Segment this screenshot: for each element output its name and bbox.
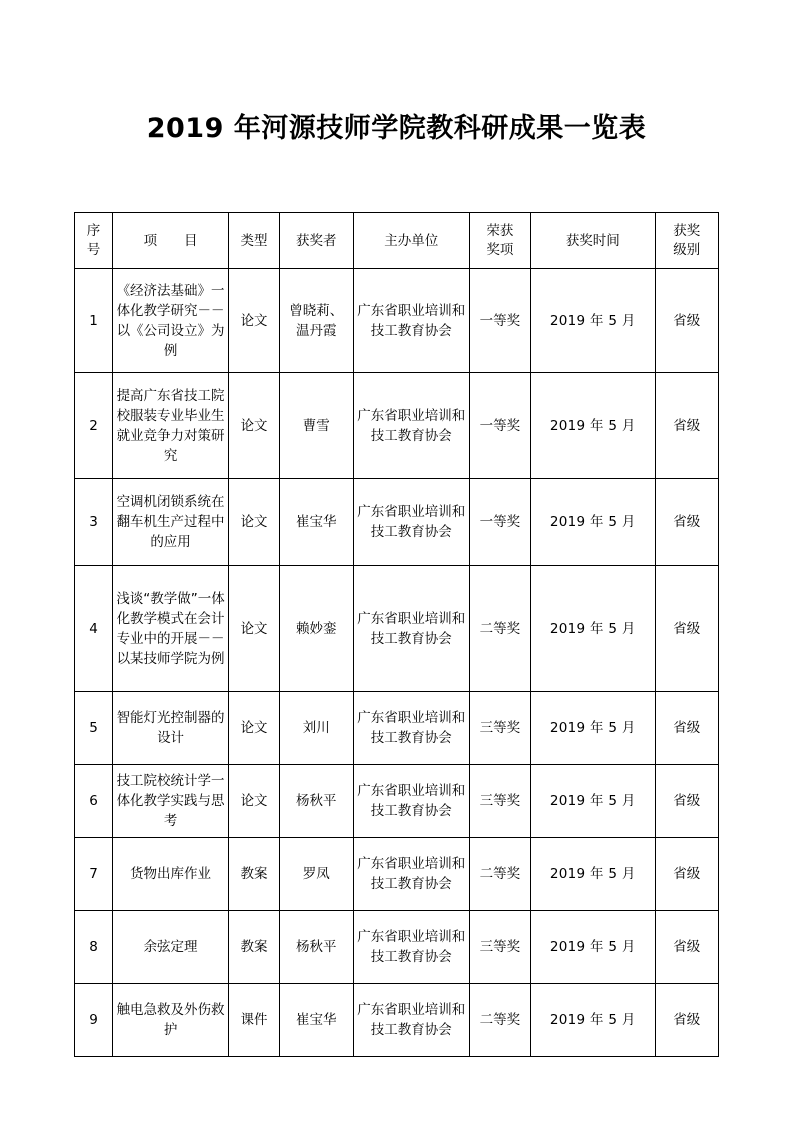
cell-level: 省级	[655, 838, 718, 911]
cell-award: 二等奖	[469, 566, 530, 692]
cell-type: 论文	[229, 692, 280, 765]
column-header-award-line2: 奖项	[486, 241, 514, 258]
cell-award: 三等奖	[469, 765, 530, 838]
cell-award: 二等奖	[469, 838, 530, 911]
cell-project: 提高广东省技工院校服装专业毕业生就业竞争力对策研究	[113, 373, 229, 479]
cell-level: 省级	[655, 373, 718, 479]
cell-organizer: 广东省职业培训和技工教育协会	[353, 692, 469, 765]
column-header-project: 项 目	[113, 213, 229, 269]
cell-time: 2019 年 5 月	[531, 984, 656, 1057]
cell-time: 2019 年 5 月	[531, 373, 656, 479]
cell-winner: 曾晓莉、温丹霞	[279, 269, 353, 373]
cell-award: 二等奖	[469, 984, 530, 1057]
cell-project: 货物出库作业	[113, 838, 229, 911]
cell-time: 2019 年 5 月	[531, 566, 656, 692]
cell-serial-number: 8	[75, 911, 113, 984]
cell-winner: 罗凤	[279, 838, 353, 911]
cell-type: 教案	[229, 838, 280, 911]
cell-type: 课件	[229, 984, 280, 1057]
table-header	[75, 213, 719, 269]
column-header-serial-number-line1: 序	[86, 222, 101, 239]
column-header-type: 类型	[229, 213, 280, 269]
cell-level: 省级	[655, 479, 718, 566]
table-row	[75, 984, 719, 1057]
cell-award: 一等奖	[469, 373, 530, 479]
cell-winner: 杨秋平	[279, 765, 353, 838]
table-row	[75, 838, 719, 911]
table-row	[75, 566, 719, 692]
cell-organizer: 广东省职业培训和技工教育协会	[353, 269, 469, 373]
cell-project: 触电急救及外伤救护	[113, 984, 229, 1057]
cell-organizer: 广东省职业培训和技工教育协会	[353, 566, 469, 692]
table-header-row	[75, 213, 719, 269]
cell-winner: 崔宝华	[279, 479, 353, 566]
table-row	[75, 692, 719, 765]
cell-time: 2019 年 5 月	[531, 479, 656, 566]
cell-organizer: 广东省职业培训和技工教育协会	[353, 765, 469, 838]
cell-time: 2019 年 5 月	[531, 838, 656, 911]
cell-winner: 杨秋平	[279, 911, 353, 984]
column-header-level	[655, 213, 718, 269]
cell-award: 三等奖	[469, 911, 530, 984]
cell-time: 2019 年 5 月	[531, 269, 656, 373]
table-row	[75, 911, 719, 984]
column-header-winner: 获奖者	[279, 213, 353, 269]
table-row	[75, 373, 719, 479]
table-row	[75, 269, 719, 373]
cell-type: 论文	[229, 269, 280, 373]
cell-winner: 刘川	[279, 692, 353, 765]
cell-project: 空调机闭锁系统在翻车机生产过程中的应用	[113, 479, 229, 566]
table-row	[75, 765, 719, 838]
cell-organizer: 广东省职业培训和技工教育协会	[353, 838, 469, 911]
cell-level: 省级	[655, 692, 718, 765]
cell-serial-number: 4	[75, 566, 113, 692]
cell-type: 教案	[229, 911, 280, 984]
column-header-award	[469, 213, 530, 269]
cell-serial-number: 2	[75, 373, 113, 479]
cell-organizer: 广东省职业培训和技工教育协会	[353, 479, 469, 566]
cell-level: 省级	[655, 566, 718, 692]
research-results-table	[74, 212, 719, 1057]
cell-level: 省级	[655, 765, 718, 838]
column-header-level-line2: 级别	[673, 241, 701, 258]
cell-serial-number: 9	[75, 984, 113, 1057]
column-header-organizer: 主办单位	[353, 213, 469, 269]
table-body	[75, 269, 719, 1057]
cell-project: 《经济法基础》一体化教学研究－－以《公司设立》为例	[113, 269, 229, 373]
cell-project: 技工院校统计学一体化教学实践与思考	[113, 765, 229, 838]
cell-type: 论文	[229, 765, 280, 838]
column-header-time: 获奖时间	[531, 213, 656, 269]
cell-serial-number: 6	[75, 765, 113, 838]
cell-type: 论文	[229, 373, 280, 479]
table-row	[75, 479, 719, 566]
cell-serial-number: 1	[75, 269, 113, 373]
cell-award: 一等奖	[469, 269, 530, 373]
cell-level: 省级	[655, 911, 718, 984]
page-title: 2019 年河源技师学院教科研成果一览表	[146, 113, 647, 145]
cell-award: 三等奖	[469, 692, 530, 765]
cell-award: 一等奖	[469, 479, 530, 566]
cell-organizer: 广东省职业培训和技工教育协会	[353, 911, 469, 984]
results-table-container	[74, 212, 719, 1057]
cell-serial-number: 5	[75, 692, 113, 765]
cell-organizer: 广东省职业培训和技工教育协会	[353, 984, 469, 1057]
cell-organizer: 广东省职业培训和技工教育协会	[353, 373, 469, 479]
cell-time: 2019 年 5 月	[531, 692, 656, 765]
cell-winner: 赖妙銮	[279, 566, 353, 692]
column-header-level-line1: 获奖	[673, 222, 701, 239]
cell-winner: 曹雪	[279, 373, 353, 479]
cell-time: 2019 年 5 月	[531, 765, 656, 838]
column-header-serial-number	[75, 213, 113, 269]
cell-project: 智能灯光控制器的设计	[113, 692, 229, 765]
cell-type: 论文	[229, 479, 280, 566]
cell-project: 浅谈“教学做”一体化教学模式在会计专业中的开展－－以某技师学院为例	[113, 566, 229, 692]
cell-serial-number: 7	[75, 838, 113, 911]
cell-time: 2019 年 5 月	[531, 911, 656, 984]
cell-serial-number: 3	[75, 479, 113, 566]
cell-type: 论文	[229, 566, 280, 692]
column-header-serial-number-line2: 号	[86, 241, 101, 258]
column-header-award-line1: 荣获	[486, 222, 514, 239]
cell-winner: 崔宝华	[279, 984, 353, 1057]
cell-project: 余弦定理	[113, 911, 229, 984]
cell-level: 省级	[655, 269, 718, 373]
cell-level: 省级	[655, 984, 718, 1057]
